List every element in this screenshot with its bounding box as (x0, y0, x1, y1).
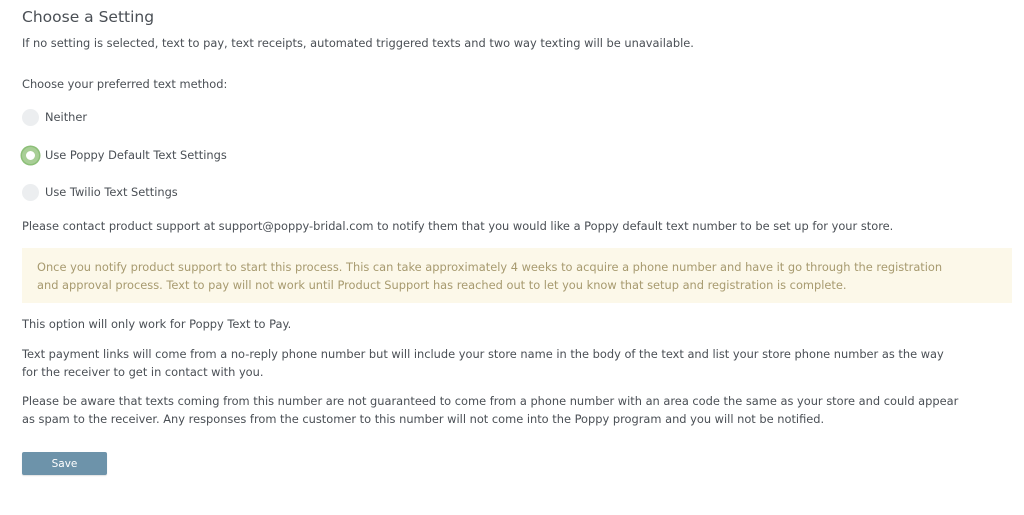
payment-links-text (22, 345, 944, 381)
page-title: Choose a Setting (22, 8, 155, 26)
spam-warning-line: as spam to the receiver. Any responses from the customer to this number will not come into the Poppy program and you will not be notified. (22, 412, 825, 426)
contact-support-text: Please contact product support at support@poppy-bridal.com to notify them that you would like a Poppy default text number to be set up for your store. (22, 219, 894, 233)
radio-button-twilio[interactable] (22, 184, 39, 201)
radio-button-neither[interactable] (22, 109, 39, 126)
radio-option-poppy-default[interactable] (22, 145, 227, 165)
option-note-line: This option will only work for Poppy Text to Pay. (22, 317, 292, 331)
option-note-text (22, 315, 291, 333)
radio-label-twilio[interactable]: Use Twilio Text Settings (45, 185, 178, 199)
save-button[interactable]: Save (22, 452, 107, 475)
notice-alert (22, 248, 1012, 303)
spam-warning-line: Please be aware that texts coming from this number are not guaranteed to come from a phone number with an area code the same as your store and could appear (22, 394, 959, 408)
radio-label-poppy-default[interactable]: Use Poppy Default Text Settings (45, 148, 227, 162)
radio-button-poppy-default[interactable] (22, 147, 39, 164)
radio-label-neither[interactable]: Neither (45, 110, 88, 124)
radio-option-neither[interactable] (22, 107, 87, 127)
notice-line: and approval process. Text to pay will not work until Product Support has reached out to let you know that setup and registration is complete. (37, 278, 847, 292)
notice-line: Once you notify product support to start this process. This can take approximately 4 weeks to acquire a phone number and have it go through the registration (37, 260, 943, 274)
radio-option-twilio[interactable] (22, 182, 178, 202)
spam-warning-text (22, 392, 958, 428)
payment-links-line: for the receiver to get in contact with you. (22, 365, 264, 379)
payment-links-line: Text payment links will come from a no-reply phone number but will include your store name in the body of the text and list your store phone number as the way (22, 347, 944, 361)
text-method-label: Choose your preferred text method: (22, 77, 228, 91)
intro-text: If no setting is selected, text to pay, text receipts, automated triggered texts and two way texting will be unavailable. (22, 36, 694, 50)
